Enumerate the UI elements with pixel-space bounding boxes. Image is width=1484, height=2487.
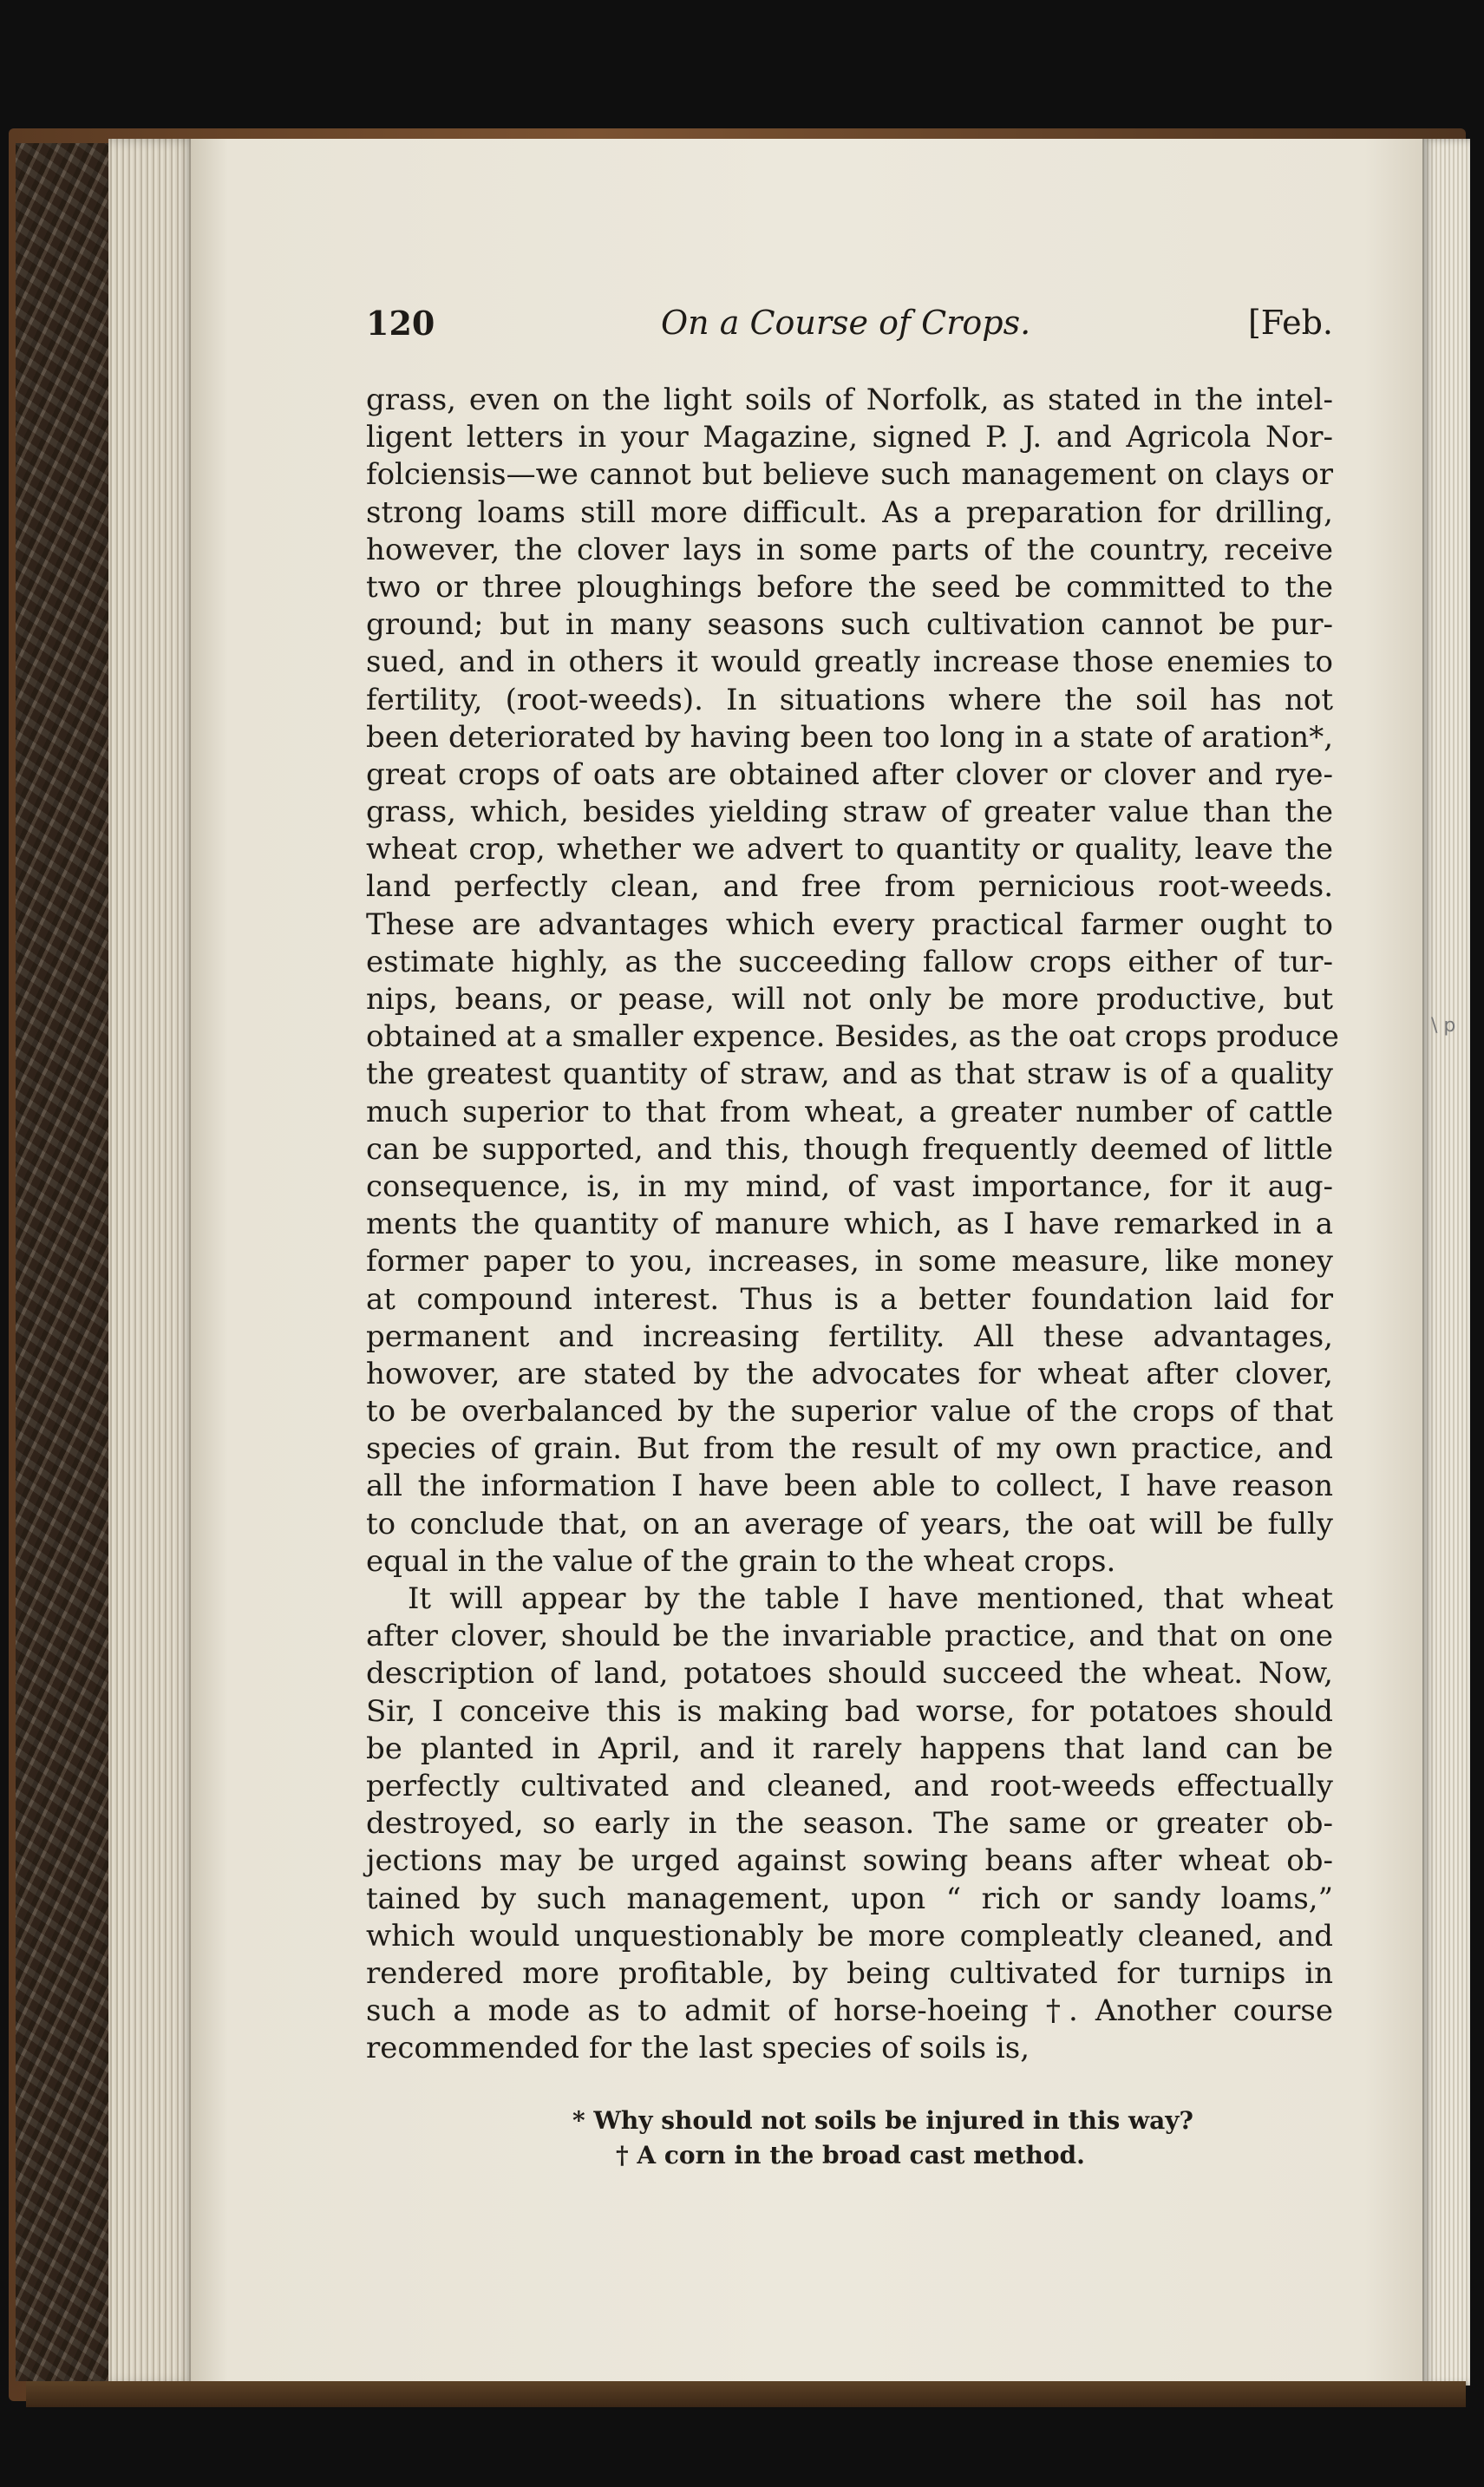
margin-mark: \ p [1431,1015,1456,1037]
footnote: † A corn in the broad cast method. [616,2141,1085,2170]
text-line: ground; but in many seasons such cultivation cannot be pur- [366,607,1333,643]
text-line: to conclude that, on an average of years, the oat will be fully [366,1506,1333,1541]
footnote: * Why should not soils be injured in this way? [572,2106,1193,2135]
text-line: two or three ploughings before the seed be committed to the [366,569,1333,605]
body-text [366,382,1339,2067]
text-line: obtained at a smaller expence. Besides, as the oat crops produce [366,1019,1339,1055]
running-header [366,304,1333,356]
text-line: ments the quantity of manure which, as I have remarked in a [366,1207,1333,1242]
text-line: Sir, I conceive this is making bad worse, for potatoes should [366,1693,1333,1729]
text-line: description of land, potatoes should succeed the wheat. Now, [366,1656,1333,1692]
text-line: It will appear by the table I have mentioned, that wheat [408,1581,1333,1616]
text-line: grass, even on the light soils of Norfolk, as stated in the intel- [366,383,1333,417]
text-line: perfectly cultivated and cleaned, and root-weeds effectually [366,1768,1333,1803]
page-number: 120 [366,304,435,343]
text-line: fertility, (root-weeds). In situations where the soil has not [366,682,1333,717]
text-line: can be supported, and this, though frequently deemed of little [366,1131,1333,1167]
text-line: tained by such management, upon “ rich or sandy loams,” [366,1881,1333,1916]
text-line: rendered more profitable, by being cultivated for turnips in [366,1955,1333,1991]
text-line: equal in the value of the grain to the wheat crops. [366,1543,1116,1579]
text-line: to be overbalanced by the superior value of the crops of that [366,1394,1333,1430]
month-label: [Feb. [1247,304,1333,342]
text-line: at compound interest. Thus is a better foundation laid for [366,1281,1333,1317]
text-line: strong loams still more difficult. As a preparation for drilling, [366,494,1333,530]
left-page-edges [108,139,195,2386]
text-line: great crops of oats are obtained after clover or clover and rye- [366,756,1333,792]
text-line: grass, which, besides yielding straw of greater value than the [366,795,1333,830]
text-line: sued, and in others it would greatly increase those enemies to [366,645,1333,680]
right-page-edges [1422,139,1470,2386]
text-line: all the information I have been able to collect, I have reason [366,1469,1333,1504]
text-line: jections may be urged against sowing beans after wheat ob- [366,1843,1333,1879]
cover-bottom-edge [26,2381,1466,2407]
text-line: which would unquestionably be more compleatly cleaned, and [366,1918,1333,1954]
text-line: land perfectly clean, and free from pernicious root-weeds. [366,869,1333,905]
text-line: after clover, should be the invariable practice, and that on one [366,1619,1333,1654]
text-line: recommended for the last species of soils is, [366,2031,1030,2066]
text-line: such a mode as to admit of horse-hoeing †. Another course [366,1993,1333,2029]
text-line: been deteriorated by having been too long in a state of aration*, [366,719,1333,755]
running-title: On a Course of Crops. [661,304,1031,342]
text-line: estimate highly, as the succeeding fallow crops either of tur- [366,944,1333,979]
text-line: the greatest quantity of straw, and as that straw is of a quality [366,1057,1333,1092]
text-line: destroyed, so early in the season. The same or greater ob- [366,1806,1333,1842]
text-line: however, the clover lays in some parts of the country, receive [366,532,1333,567]
text-line: wheat crop, whether we advert to quantity or quality, leave the [366,832,1333,867]
text-line: nips, beans, or pease, will not only be more productive, but [366,982,1333,1017]
text-line: be planted in April, and it rarely happens that land can be [366,1731,1333,1766]
text-line: much superior to that from wheat, a greater number of cattle [366,1094,1333,1129]
marbled-endpaper [16,143,114,2381]
text-line: These are advantages which every practical farmer ought to [366,906,1333,942]
text-line: species of grain. But from the result of my own practice, and [366,1431,1333,1467]
text-line: former paper to you, increases, in some measure, like money [366,1244,1333,1279]
footnotes [364,2104,1331,2173]
text-line: ligent letters in your Magazine, signed P. J. and Agricola Nor- [366,420,1333,455]
text-line: permanent and increasing fertility. All these advantages, [366,1319,1333,1354]
text-line: folciensis—we cannot but believe such management on clays or [366,457,1333,493]
text-line: consequence, is, in my mind, of vast importance, for it aug- [366,1168,1333,1204]
text-line: howover, are stated by the advocates for wheat after clover, [366,1356,1333,1391]
